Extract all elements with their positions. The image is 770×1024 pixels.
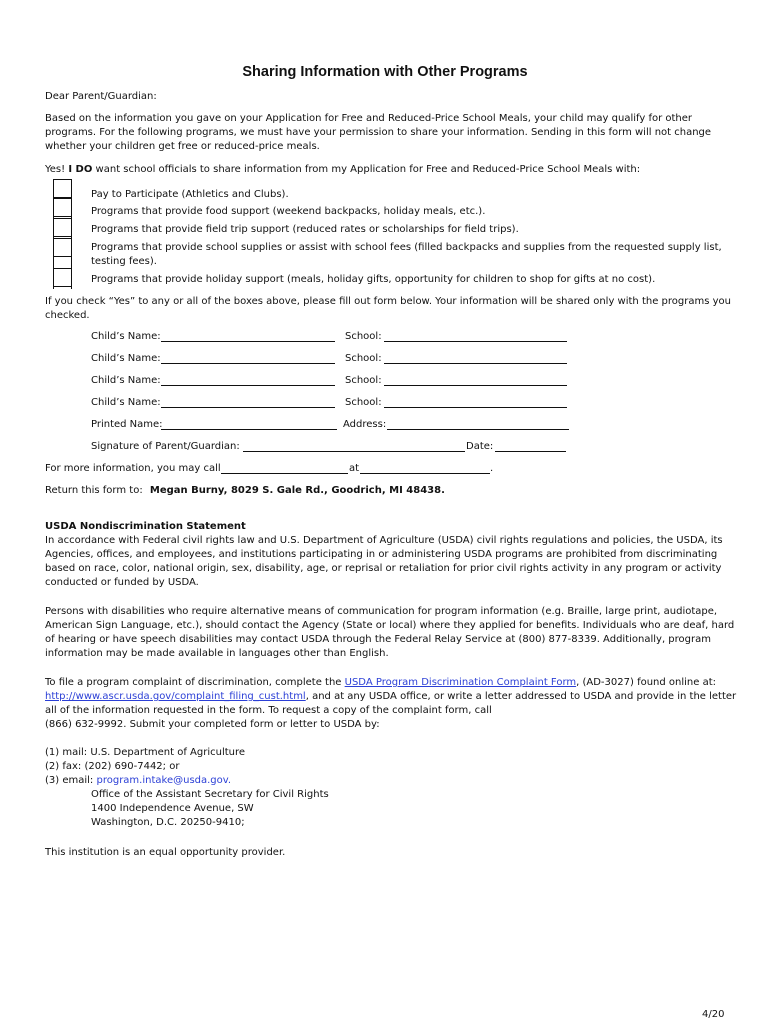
usda-p3-line-2 — [45, 690, 736, 704]
consent-statement — [45, 163, 640, 177]
more-info-end: . — [490, 463, 494, 474]
checkbox-field-trip[interactable] — [53, 218, 72, 237]
address-field[interactable] — [387, 418, 569, 430]
child-name-field-2[interactable] — [161, 352, 335, 364]
program-item-school-supplies-cont: testing fees). — [91, 256, 157, 267]
checkbox-food-support[interactable] — [53, 198, 72, 217]
child-name-field-4[interactable] — [161, 396, 335, 408]
usda-p1-line-3: based on race, color, national origin, sex, disability, age, or reprisal or retaliation for prior civil rights activity in any program or activity — [45, 563, 722, 574]
usda-p2-line-2: American Sign Language, etc.), should contact the Agency (State or local) where they applied for benefits. Individuals who are deaf, hard — [45, 620, 735, 631]
complaint-url-link[interactable]: http://www.ascr.usda.gov/complaint_filing_cust.html — [45, 691, 306, 702]
return-label: Return this form to: — [45, 485, 143, 496]
usda-p3-text-c: , and at any USDA office, or write a letter addressed to USDA and provide in the letter — [305, 691, 737, 702]
phone-field[interactable] — [221, 462, 348, 474]
usda-p3-line-1 — [45, 676, 716, 690]
checkbox-holiday-support[interactable] — [53, 268, 72, 287]
more-info-at: at — [349, 463, 360, 474]
return-address: Megan Burny, 8029 S. Gale Rd., Goodrich, MI 48438. — [149, 485, 445, 496]
usda-p3-line-4: (866) 632-9992. Submit your completed form or letter to USDA by: — [45, 719, 380, 730]
page-title: Sharing Information with Other Programs — [242, 64, 528, 80]
usda-p1-line-2: Agencies, offices, and employees, and institutions participating in or administering USDA programs are prohibited from discriminating — [45, 549, 718, 560]
consent-emphasis: I DO — [68, 164, 93, 175]
checkbox-school-supplies[interactable] — [53, 238, 72, 257]
printed-name-label: Printed Name: — [91, 419, 163, 430]
usda-p2-line-1: Persons with disabilities who require alternative means of communication for program information (e.g. Braille, large print, audiotape, — [45, 606, 718, 617]
usda-email-label: (3) email: — [45, 775, 94, 786]
school-label: School: — [345, 397, 382, 408]
program-item-pay-to-participate: Pay to Participate (Athletics and Clubs). — [91, 189, 289, 200]
date-field[interactable] — [495, 440, 566, 452]
usda-heading: USDA Nondiscrimination Statement — [45, 521, 246, 532]
child-name-field-1[interactable] — [161, 330, 335, 342]
school-field-2[interactable] — [384, 352, 567, 364]
usda-p3-text-a: To file a program complaint of discrimination, complete the — [45, 677, 342, 688]
school-field-1[interactable] — [384, 330, 567, 342]
more-info-prefix: For more information, you may call — [45, 463, 221, 474]
school-field-3[interactable] — [384, 374, 567, 386]
program-item-holiday-support: Programs that provide holiday support (meals, holiday gifts, opportunity for children to shop for gifts at no cost). — [91, 274, 656, 285]
checked-note-line-1: If you check “Yes” to any or all of the boxes above, please fill out form below. Your information will be shared only with the programs you — [45, 296, 731, 307]
school-field-4[interactable] — [384, 396, 567, 408]
intro-line-3: whether your children get free or reduced-price meals. — [45, 141, 320, 152]
usda-p3-line-3: all of the information requested in the form. To request a copy of the complaint form, call — [45, 705, 492, 716]
usda-email-line — [45, 774, 231, 788]
program-item-school-supplies: Programs that provide school supplies or assist with school fees (filled backpacks and supplies from the requested supply list, — [91, 242, 722, 253]
return-line — [45, 484, 445, 498]
intro-line-2: programs. For the following programs, we must have your permission to share your information. Sending in this form will not change — [45, 127, 712, 138]
address-label: Address: — [343, 419, 387, 430]
equal-opportunity-statement: This institution is an equal opportunity provider. — [45, 847, 286, 858]
consent-prefix: Yes! — [45, 164, 66, 175]
usda-p1-line-1: In accordance with Federal civil rights law and U.S. Department of Agriculture (USDA) civil rights regulations and policies, the USDA, its — [45, 535, 723, 546]
program-item-food-support: Programs that provide food support (weekend backpacks, holiday meals, etc.). — [91, 206, 486, 217]
intro-line-1: Based on the information you gave on your Application for Free and Reduced-Price School Meals, your child may qualify for other — [45, 113, 693, 124]
usda-p1-line-4: conducted or funded by USDA. — [45, 577, 199, 588]
checkbox-pay-to-participate[interactable] — [53, 179, 72, 198]
checked-note-line-2: checked. — [45, 310, 90, 321]
child-name-field-3[interactable] — [161, 374, 335, 386]
signature-field[interactable] — [243, 440, 465, 452]
signature-label: Signature of Parent/Guardian: — [91, 441, 240, 452]
usda-office-line-3: Washington, D.C. 20250-9410; — [91, 817, 245, 828]
usda-office-line-2: 1400 Independence Avenue, SW — [91, 803, 254, 814]
consent-rest: want school officials to share information from my Application for Free and Reduced-Price School Meals with: — [95, 164, 641, 175]
complaint-form-link[interactable]: USDA Program Discrimination Complaint Form — [344, 677, 577, 688]
contact-field[interactable] — [360, 462, 490, 474]
child-name-label: Child’s Name: — [91, 397, 161, 408]
printed-name-field[interactable] — [161, 418, 337, 430]
usda-p2-line-3: of hearing or have speech disabilities may contact USDA through the Federal Relay Service at (800) 877-8339. Additionally, program — [45, 634, 711, 645]
date-label: Date: — [466, 441, 494, 452]
school-label: School: — [345, 353, 382, 364]
child-name-label: Child’s Name: — [91, 353, 161, 364]
usda-email-link[interactable]: program.intake@usda.gov. — [96, 775, 232, 786]
usda-mail: (1) mail: U.S. Department of Agriculture — [45, 747, 246, 758]
child-name-label: Child’s Name: — [91, 331, 161, 342]
usda-p3-text-b: , (AD-3027) found online at: — [576, 677, 717, 688]
usda-office-line-1: Office of the Assistant Secretary for Civil Rights — [91, 789, 329, 800]
school-label: School: — [345, 331, 382, 342]
program-item-field-trip: Programs that provide field trip support (reduced rates or scholarships for field trips). — [91, 224, 519, 235]
child-name-label: Child’s Name: — [91, 375, 161, 386]
page-number: 4/20 — [702, 1009, 725, 1020]
usda-fax: (2) fax: (202) 690-7442; or — [45, 761, 180, 772]
salutation: Dear Parent/Guardian: — [45, 91, 157, 102]
usda-p2-line-4: information may be made available in languages other than English. — [45, 648, 389, 659]
school-label: School: — [345, 375, 382, 386]
